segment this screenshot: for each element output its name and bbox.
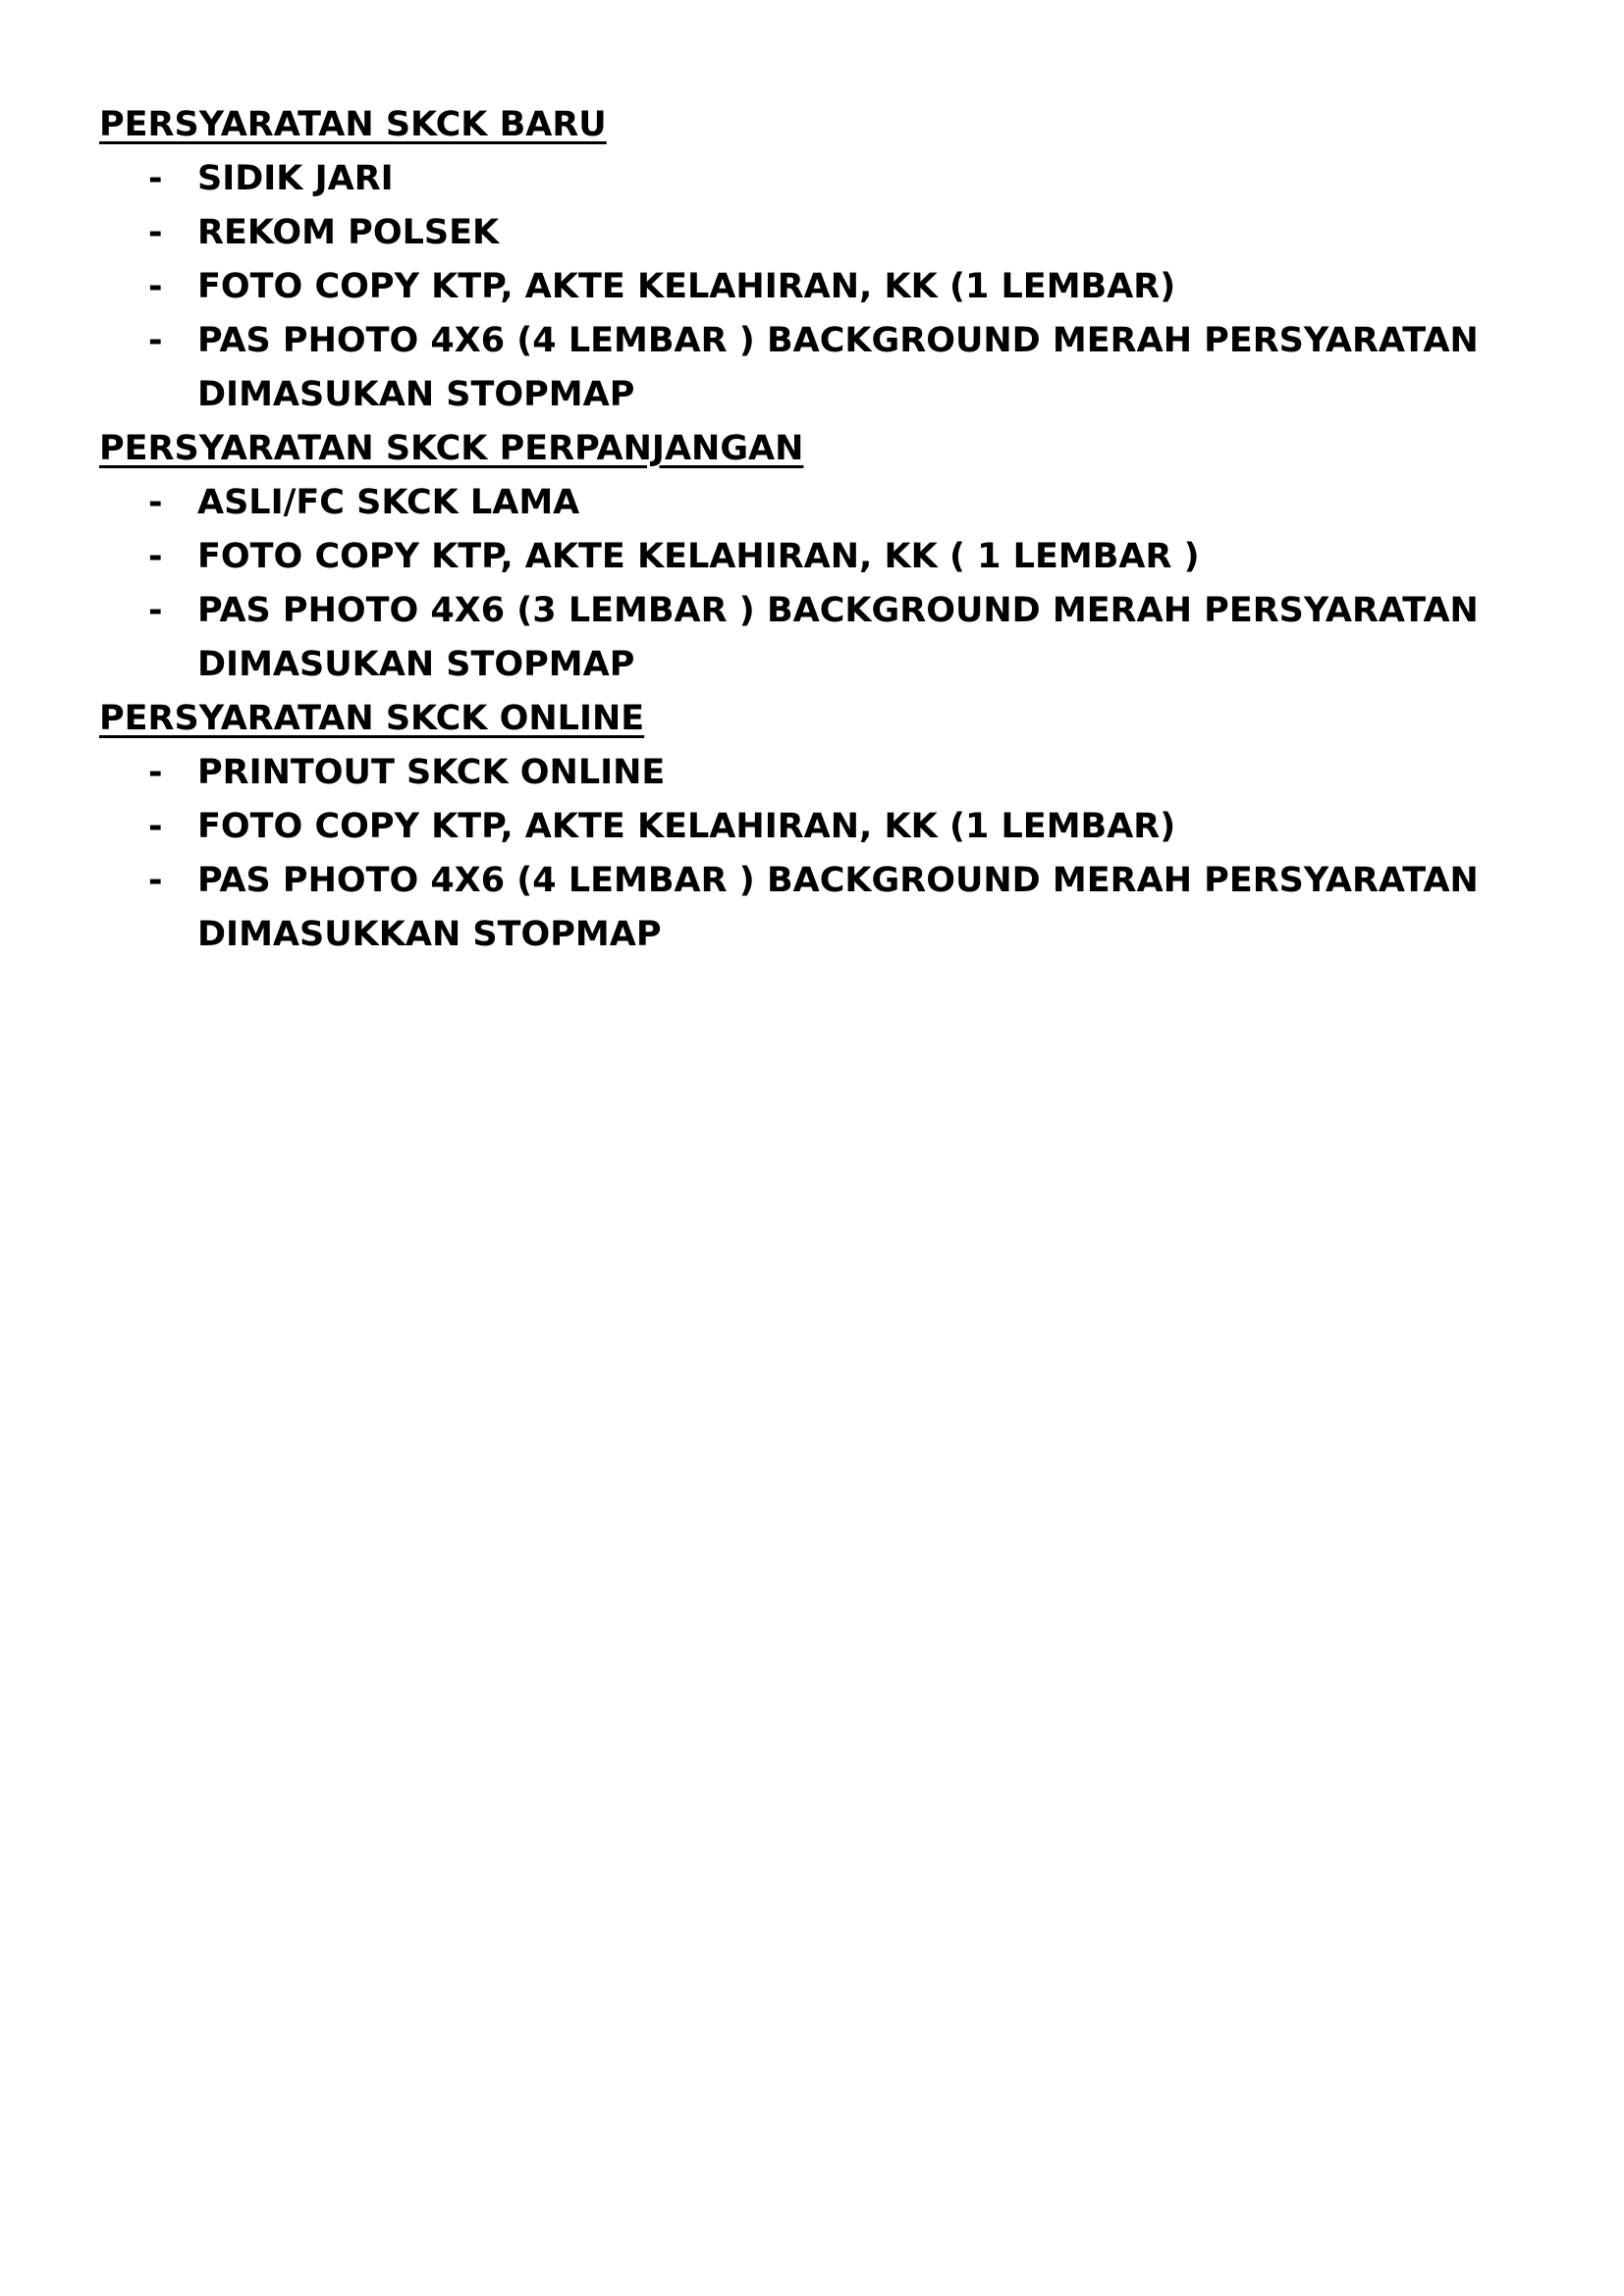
bullet-dash: - xyxy=(148,753,163,792)
bullet-dash: - xyxy=(148,537,163,576)
document-page xyxy=(99,98,1533,962)
list-item xyxy=(99,854,1533,962)
requirements-list xyxy=(99,746,1533,962)
list-item-text: SIDIK JARI xyxy=(197,159,394,198)
requirements-list xyxy=(99,152,1533,422)
bullet-dash: - xyxy=(148,267,163,306)
list-item xyxy=(99,476,1533,530)
list-item xyxy=(99,746,1533,800)
list-item-text: PRINTOUT SKCK ONLINE xyxy=(197,753,666,792)
section-title: PERSYARATAN SKCK BARU xyxy=(99,105,607,144)
bullet-dash: - xyxy=(148,807,163,846)
list-item-text: REKOM POLSEK xyxy=(197,213,500,252)
section-skck-baru xyxy=(99,98,1533,422)
list-item xyxy=(99,530,1533,584)
list-item-text: PAS PHOTO 4X6 (4 LEMBAR ) BACKGROUND MERAH PERSYARATAN DIMASUKAN STOPMAP xyxy=(197,321,1479,414)
list-item xyxy=(99,800,1533,854)
section-skck-online xyxy=(99,692,1533,962)
list-item xyxy=(99,152,1533,206)
bullet-dash: - xyxy=(148,159,163,198)
bullet-dash: - xyxy=(148,213,163,252)
section-title: PERSYARATAN SKCK PERPANJANGAN xyxy=(99,429,804,468)
list-item xyxy=(99,260,1533,314)
requirements-list xyxy=(99,476,1533,692)
list-item-text: FOTO COPY KTP, AKTE KELAHIRAN, KK (1 LEMBAR) xyxy=(197,807,1176,846)
list-item xyxy=(99,314,1533,422)
bullet-dash: - xyxy=(148,591,163,630)
list-item-text: PAS PHOTO 4X6 (3 LEMBAR ) BACKGROUND MERAH PERSYARATAN DIMASUKAN STOPMAP xyxy=(197,591,1479,684)
list-item-text: FOTO COPY KTP, AKTE KELAHIRAN, KK ( 1 LEMBAR ) xyxy=(197,537,1200,576)
list-item-text: ASLI/FC SKCK LAMA xyxy=(197,483,580,522)
section-title: PERSYARATAN SKCK ONLINE xyxy=(99,699,645,738)
list-item-text: FOTO COPY KTP, AKTE KELAHIRAN, KK (1 LEMBAR) xyxy=(197,267,1176,306)
bullet-dash: - xyxy=(148,321,163,360)
section-skck-perpanjangan xyxy=(99,422,1533,692)
bullet-dash: - xyxy=(148,483,163,522)
bullet-dash: - xyxy=(148,861,163,900)
list-item-text: PAS PHOTO 4X6 (4 LEMBAR ) BACKGROUND MERAH PERSYARATAN DIMASUKKAN STOPMAP xyxy=(197,861,1479,954)
list-item xyxy=(99,206,1533,260)
list-item xyxy=(99,584,1533,692)
